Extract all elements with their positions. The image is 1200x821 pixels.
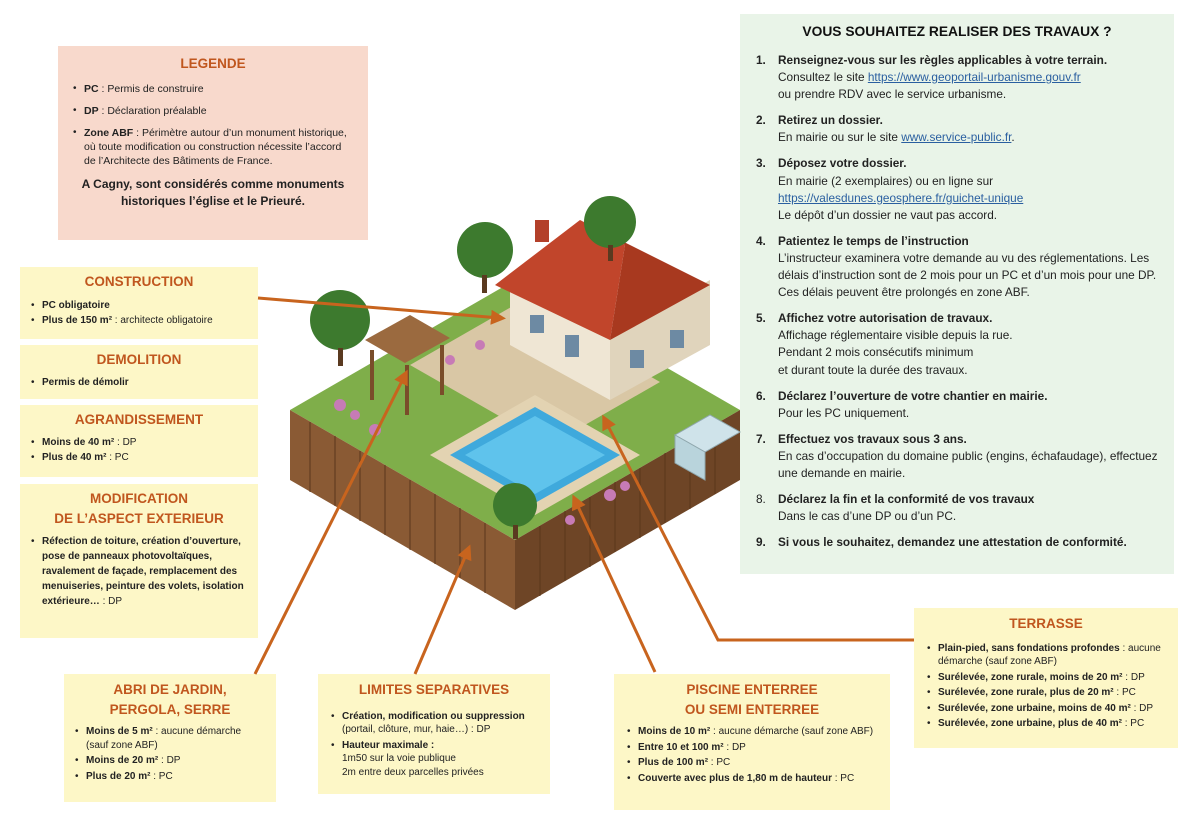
demolition-item: • Permis de démolir (30, 376, 248, 390)
step-7: 7. Effectuez vos travaux sous 3 ans. En cas d’occupation du domaine public (engins, échafaudage), effectuez une demande en mairie. (756, 431, 1158, 480)
abri-item: • Moins de 5 m² : aucune démarche (sauf zone ABF) (74, 725, 266, 752)
service-public-link[interactable]: www.service-public.fr (901, 130, 1012, 145)
steps-panel (740, 14, 1174, 574)
limites-box (318, 674, 550, 794)
piscine-item: • Moins de 10 m² : aucune démarche (sauf zone ABF) (626, 725, 878, 739)
step-4: 4. Patientez le temps de l’instruction L’instructeur examinera votre demande au vu des réglementations. Les délais d’instruction sont de 2 mois pour un PC et d’un mois pour une DP. Ces délais peuvent être prolongés en zone ABF. (756, 233, 1157, 300)
piscine-box (614, 674, 890, 810)
piscine-item: • Plus de 100 m² : PC (626, 756, 878, 770)
piscine-title: PISCINE ENTERREE OU SEMI ENTERREE (684, 682, 820, 717)
terrasse-item: • Surélevée, zone rurale, plus de 20 m² : PC (926, 686, 1166, 700)
agrandissement-item: • Moins de 40 m² : DP (30, 436, 248, 450)
construction-title: CONSTRUCTION (84, 274, 194, 289)
step-1: 1. Renseignez-vous sur les règles applicables à votre terrain. Consultez le site https://www.geoportail-urbanisme.gouv.fr ou prendre RDV avec le service urbanisme. (756, 53, 1108, 102)
construction-item: • PC obligatoire (30, 299, 248, 313)
demolition-box (20, 345, 258, 399)
agrandissement-item: • Plus de 40 m² : PC (30, 451, 248, 465)
abri-item: • Moins de 20 m² : DP (74, 754, 266, 768)
house-illustration (280, 190, 750, 620)
step-9: 9. Si vous le souhaitez, demandez une attestation de conformité. (756, 535, 1127, 550)
terrasse-item: • Surélevée, zone urbaine, plus de 40 m² : PC (926, 717, 1166, 731)
demolition-title: DEMOLITION (96, 352, 182, 367)
limites-title: LIMITES SEPARATIVES (358, 682, 510, 697)
step-6: 6. Déclarez l’ouverture de votre chantier en mairie. Pour les PC uniquement. (756, 388, 1048, 420)
modification-item: • Réfection de toiture, création d’ouverture, pose de panneaux photovoltaïques, ravalement de façade, remplacement des menuiseries, peinture des volets, isolation extérieure… : DP (30, 534, 248, 609)
modification-title: MODIFICATION DE L’ASPECT EXTERIEUR (54, 491, 224, 526)
abri-title: ABRI DE JARDIN, PERGOLA, SERRE (109, 682, 231, 717)
terrasse-title: TERRASSE (1009, 616, 1083, 631)
abri-box (64, 674, 276, 802)
guichet-unique-link[interactable]: https://valesdunes.geosphere.fr/guichet-unique (778, 190, 1024, 205)
limites-item: • Création, modification ou suppression (portail, clôture, mur, haie…) : DP (330, 710, 538, 737)
terrasse-item: • Surélevée, zone urbaine, moins de 40 m² : DP (926, 702, 1166, 716)
legend-item-dp: • DP : Déclaration préalable (72, 104, 354, 118)
step-5: 5. Affichez votre autorisation de travaux. Affichage réglementaire visible depuis la rue. Pendant 2 mois consécutifs minimum et durant toute la durée des travaux. (756, 311, 1013, 377)
terrasse-item: • Surélevée, zone rurale, moins de 20 m² : DP (926, 671, 1166, 685)
construction-item: • Plus de 150 m² : architecte obligatoire (30, 314, 248, 328)
step-3: 3. Déposez votre dossier. En mairie (2 exemplaires) ou en ligne sur https://valesdunes.geosphere.fr/guichet-unique Le dépôt d’un dossier ne vaut pas accord. (756, 156, 1024, 222)
piscine-item: • Couverte avec plus de 1,80 m de hauteur : PC (626, 772, 878, 786)
legend-item-pc: • PC : Permis de construire (72, 82, 354, 96)
construction-box (20, 267, 258, 339)
piscine-item: • Entre 10 et 100 m² : DP (626, 741, 878, 755)
step-8: 8. Déclarez la fin et la conformité de vos travaux Dans le cas d’une DP ou d’un PC. (756, 492, 1035, 524)
terrasse-box (914, 608, 1178, 748)
limites-item: • Hauteur maximale : 1m50 sur la voie publique 2m entre deux parcelles privées (330, 739, 538, 780)
agrandissement-box (20, 405, 258, 477)
step-2: 2. Retirez un dossier. En mairie ou sur le site www.service-public.fr. (756, 113, 1015, 145)
legend-title: LEGENDE (180, 56, 246, 71)
terrasse-item: • Plain-pied, sans fondations profondes : aucune démarche (sauf zone ABF) (926, 642, 1166, 669)
legend-note: A Cagny, sont considérés comme monuments historiques l’église et le Prieuré. (81, 177, 345, 209)
abri-item: • Plus de 20 m² : PC (74, 770, 266, 784)
geoportail-link[interactable]: https://www.geoportail-urbanisme.gouv.fr (867, 70, 1081, 85)
legend-item-abf: • Zone ABF : Périmètre autour d’un monument historique, où toute modification ou construction nécessite l’accord de l’Architecte des Bâtiments de France. (72, 126, 354, 169)
modification-box (20, 484, 258, 638)
agrandissement-title: AGRANDISSEMENT (74, 412, 204, 427)
steps-title: VOUS SOUHAITEZ REALISER DES TRAVAUX ? (802, 24, 1112, 39)
